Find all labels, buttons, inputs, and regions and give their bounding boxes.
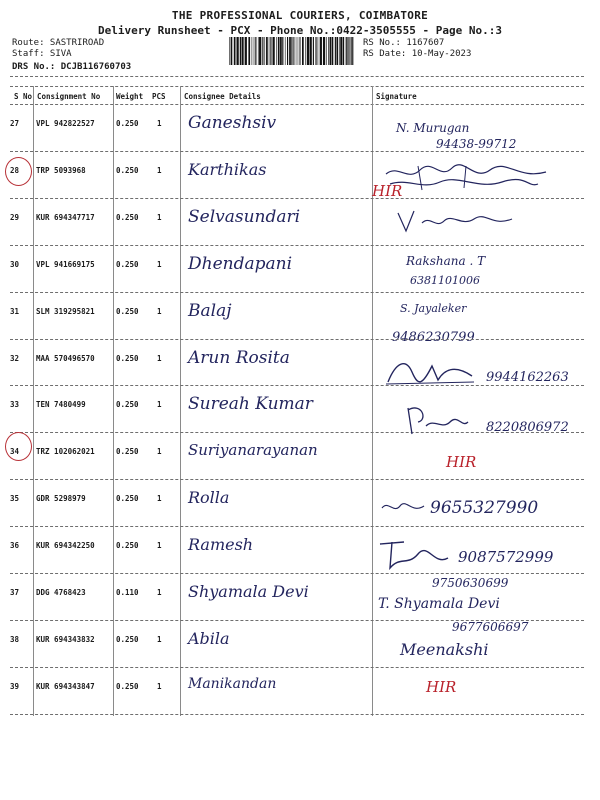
row-consignee-name: Selvasundari [188, 207, 301, 227]
row-sno: 31 [10, 307, 20, 316]
row-sno: 34 [10, 447, 20, 456]
barcode-image [229, 37, 355, 65]
column-divider [113, 86, 114, 716]
row-weight: 0.250 [116, 307, 139, 316]
row-sno: 28 [10, 166, 20, 175]
row-pcs: 1 [157, 119, 162, 128]
row-divider [10, 151, 584, 152]
red-pen-circle [5, 157, 32, 186]
row-sno: 27 [10, 119, 20, 128]
row-consignee-name: Dhendapani [188, 254, 293, 274]
row-signature-text: S. Jayaleker [400, 302, 467, 315]
row-sno: 37 [10, 588, 20, 597]
row-consignee-name: Sureah Kumar [188, 394, 313, 414]
row-consignment-no: KUR 694347717 [36, 213, 95, 222]
row-divider [10, 667, 584, 668]
header-divider [10, 76, 584, 77]
row-consignment-no: MAA 570496570 [36, 354, 95, 363]
row-weight: 0.250 [116, 166, 139, 175]
row-phone-note: 6381101006 [410, 274, 480, 287]
drs-number: DRS No.: DCJB116760703 [12, 62, 132, 72]
runsheet-subtitle: Delivery Runsheet - PCX - Phone No.:0422-3505555 - Page No.:3 [98, 24, 502, 37]
row-consignment-no: VPL 941669175 [36, 260, 95, 269]
signature-scribble [378, 496, 428, 522]
row-sno: 30 [10, 260, 20, 269]
row-consignee-name: Rolla [188, 488, 230, 507]
row-weight: 0.250 [116, 119, 139, 128]
col-header-consignment: Consignment No [37, 92, 101, 101]
row-sno: 29 [10, 213, 20, 222]
row-phone-note: 8220806972 [486, 420, 569, 435]
company-title: THE PROFESSIONAL COURIERS, COIMBATORE [171, 9, 429, 22]
col-header-signature: Signature [376, 92, 417, 101]
row-consignee-name: Manikandan [188, 676, 277, 692]
row-sno: 33 [10, 400, 20, 409]
row-divider [10, 432, 584, 433]
row-divider [10, 714, 584, 715]
row-consignment-no: GDR 5298979 [36, 494, 86, 503]
row-weight: 0.250 [116, 213, 139, 222]
row-phone-note: 94438-99712 [436, 137, 517, 151]
row-pcs: 1 [157, 494, 162, 503]
row-consignment-no: TRP 5093968 [36, 166, 86, 175]
column-header-rule [10, 104, 584, 105]
route-label: Route: SASTRIROAD [12, 38, 105, 48]
column-divider [33, 86, 34, 716]
row-pcs: 1 [157, 682, 162, 691]
row-hir-mark: HIR [372, 182, 403, 200]
row-phone-note: 9750630699 [432, 576, 509, 590]
row-weight: 0.250 [116, 447, 139, 456]
row-weight: 0.110 [116, 588, 139, 597]
row-divider [10, 385, 584, 386]
row-weight: 0.250 [116, 494, 139, 503]
row-divider [10, 573, 584, 574]
row-consignee-name: Suriyanarayanan [188, 441, 318, 459]
row-phone-note: 9087572999 [458, 548, 554, 566]
signature-scribble [374, 536, 452, 576]
row-divider [10, 339, 584, 340]
col-header-weight: Weight [116, 92, 144, 101]
row-hir-mark: HIR [446, 453, 477, 471]
row-divider [10, 526, 584, 527]
row-consignment-no: SLM 319295821 [36, 307, 95, 316]
row-pcs: 1 [157, 588, 162, 597]
row-pcs: 1 [157, 400, 162, 409]
col-header-pcs: PCS [152, 92, 166, 101]
row-signature-text: T. Shyamala Devi [378, 596, 500, 612]
column-divider [180, 86, 181, 716]
row-hir-mark: HIR [426, 678, 457, 696]
row-consignment-no: DDG 4768423 [36, 588, 86, 597]
row-phone-note: 9677606697 [452, 620, 529, 634]
row-signature-text: N. Murugan [396, 121, 470, 135]
signature-scribble [402, 400, 472, 440]
column-divider [372, 86, 373, 716]
signature-scribble [378, 160, 558, 200]
row-consignee-name: Ganeshsiv [188, 113, 277, 133]
row-signature-text: Rakshana . T [406, 254, 486, 268]
row-consignee-name: Karthikas [188, 160, 267, 179]
row-weight: 0.250 [116, 260, 139, 269]
row-pcs: 1 [157, 541, 162, 550]
row-pcs: 1 [157, 260, 162, 269]
row-sno: 39 [10, 682, 20, 691]
row-consignment-no: KUR 694342250 [36, 541, 95, 550]
row-sno: 38 [10, 635, 20, 644]
row-pcs: 1 [157, 213, 162, 222]
row-consignment-no: TEN 7480499 [36, 400, 86, 409]
row-phone-note: 9655327990 [430, 498, 539, 518]
row-weight: 0.250 [116, 400, 139, 409]
row-divider [10, 245, 584, 246]
row-consignment-no: KUR 694343847 [36, 682, 95, 691]
red-pen-circle [5, 432, 32, 461]
row-consignee-name: Shyamala Devi [188, 582, 309, 601]
row-pcs: 1 [157, 447, 162, 456]
row-phone-note: 9944162263 [486, 370, 569, 385]
row-consignee-name: Abila [188, 629, 230, 648]
staff-label: Staff: SIVA [12, 49, 72, 59]
row-pcs: 1 [157, 166, 162, 175]
row-pcs: 1 [157, 307, 162, 316]
rs-number: RS No.: 1167607 [363, 38, 445, 48]
col-header-sno: S No [14, 92, 33, 101]
col-header-consignee: Consignee Details [184, 92, 261, 101]
signature-scribble [392, 205, 522, 235]
row-divider [10, 292, 584, 293]
row-consignee-name: Arun Rosita [188, 348, 290, 368]
row-consignee-name: Ramesh [188, 535, 254, 554]
row-sno: 32 [10, 354, 20, 363]
row-sno: 35 [10, 494, 20, 503]
rs-date: RS Date: 10-May-2023 [363, 49, 472, 59]
row-divider [10, 479, 584, 480]
row-consignment-no: VPL 942822527 [36, 119, 95, 128]
row-weight: 0.250 [116, 635, 139, 644]
row-consignee-name: Balaj [188, 301, 232, 321]
row-consignment-no: TRZ 102062021 [36, 447, 95, 456]
row-sno: 36 [10, 541, 20, 550]
row-pcs: 1 [157, 635, 162, 644]
row-pcs: 1 [157, 354, 162, 363]
signature-scribble [382, 352, 482, 390]
row-consignment-no: KUR 694343832 [36, 635, 95, 644]
row-weight: 0.250 [116, 682, 139, 691]
row-signature-text: Meenakshi [400, 640, 489, 659]
row-phone-note: 9486230799 [392, 330, 475, 345]
table-top-rule [10, 86, 584, 87]
row-weight: 0.250 [116, 541, 139, 550]
row-weight: 0.250 [116, 354, 139, 363]
